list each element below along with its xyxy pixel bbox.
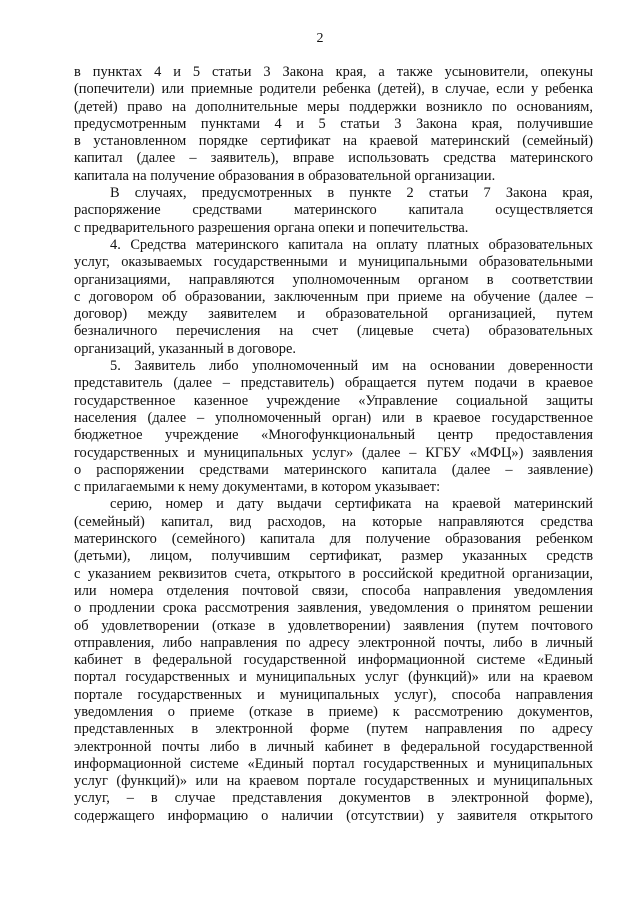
text-line: бюджетное учреждение «Многофункциональный центр предоставления [74,427,593,444]
text-line: распоряжение средствами материнского капитала осуществляется [74,202,593,219]
text-line: государственное казенное учреждение «Управление социальной защиты [74,392,593,409]
paragraph-5 [74,496,593,825]
text-line: с предварительного разрешения органа опеки и попечительства. [74,219,469,236]
text-line: 4. Средства материнского капитала на оплату платных образовательных [110,236,593,253]
text-line: в установленном порядке сертификат на краевой материнский (семейный) [74,133,593,150]
text-line: с договором об образовании, заключенным при приеме на обучение (далее – [74,288,593,305]
text-line: в пунктах 4 и 5 статьи 3 Закона края, а также усыновители, опекуны [74,64,593,80]
text-line: населения (далее – уполномоченный орган) или в краевое государственное [74,409,593,426]
text-line: (попечители) или приемные родители ребенка (детей), в случае, если у ребенка [74,81,593,98]
text-line: 5. Заявитель либо уполномоченный им на основании доверенности [110,358,593,375]
text-line: услуг, – в случае представления документов в электронной форме), [74,790,593,807]
text-line: услуг (функций)» или на краевом портале государственных и муниципальных [74,773,593,790]
text-line: содержащего информацию о наличии (отсутствии) у заявителя открытого [74,807,593,824]
text-line: уведомления о приеме (отказе в приеме) к рассмотрению документов, [74,703,593,720]
page-number: 2 [316,31,324,46]
text-line: капитала на получение образования в образовательной организации. [74,167,496,184]
text-line: организациями, направляются уполномоченным органом в соответствии [74,271,593,288]
text-line: отправления, либо направления по адресу электронной почты, либо в личный [74,634,593,651]
text-line: представленных в электронной форме (путем направления по адресу [74,721,593,738]
text-line: организаций, указанный в договоре. [74,340,296,357]
paragraph-4 [74,358,593,496]
text-line: с указанием реквизитов счета, открытого в российской кредитной организации, [74,565,593,582]
text-line: (семейный) капитал, вид расходов, на которые направляются средства [74,513,593,530]
paragraph-1 [74,64,593,185]
text-line: электронной почты либо в личный кабинет в федеральной государственной [74,738,593,755]
text-line: о распоряжении средствами материнского капитала (далее – заявление) [74,461,593,478]
text-line: серию, номер и дату выдачи сертификата на краевой материнский [110,496,593,513]
paragraph-2 [74,185,593,237]
text-line: информационной системе «Единый портал государственных и муниципальных [74,755,593,772]
text-line: материнского (семейного) капитала для получение образования ребенком [74,531,593,548]
paragraph-3 [74,237,593,358]
text-line: о продлении срока рассмотрения заявления, уведомления о принятом решении [74,600,593,617]
text-line: об удовлетворении (отказе в удовлетворении) заявления (путем почтового [74,617,593,634]
text-line: предусмотренным пунктами 4 и 5 статьи 3 Закона края, получившие [74,115,593,132]
text-line: или номера отделения почтовой связи, способа направления уведомления [74,582,593,599]
text-line: государственных и муниципальных услуг» (далее – КГБУ «МФЦ») заявления [74,444,593,461]
text-line: договор) между заявителем и образовательной организацией, путем [74,306,593,323]
text-line: портал государственных и муниципальных услуг (функций)» или на краевом [74,669,593,686]
text-line: В случаях, предусмотренных в пункте 2 статьи 7 Закона края, [110,185,593,202]
text-line: безналичного перечисления на счет (лицевые счета) образовательных [74,323,593,340]
text-line: с прилагаемыми к нему документами, в котором указывает: [74,479,441,496]
text-line: (детьми), лицом, получившим сертификат, размер указанных средств [74,548,593,565]
text-line: (детей) право на дополнительные меры поддержки возникло по основаниям, [74,98,593,115]
text-line: услуг, оказываемых государственными и муниципальными образовательными [74,254,593,271]
text-line: представитель (далее – представитель) обращается путем подачи в краевое [74,375,593,392]
text-line: портале государственных и муниципальных услуг), способа направления [74,686,593,703]
document-body [74,64,593,825]
text-line: кабинет в федеральной государственной информационной системе «Единый [74,652,593,669]
text-line: капитал (далее – заявитель), вправе использовать средства материнского [74,150,593,167]
